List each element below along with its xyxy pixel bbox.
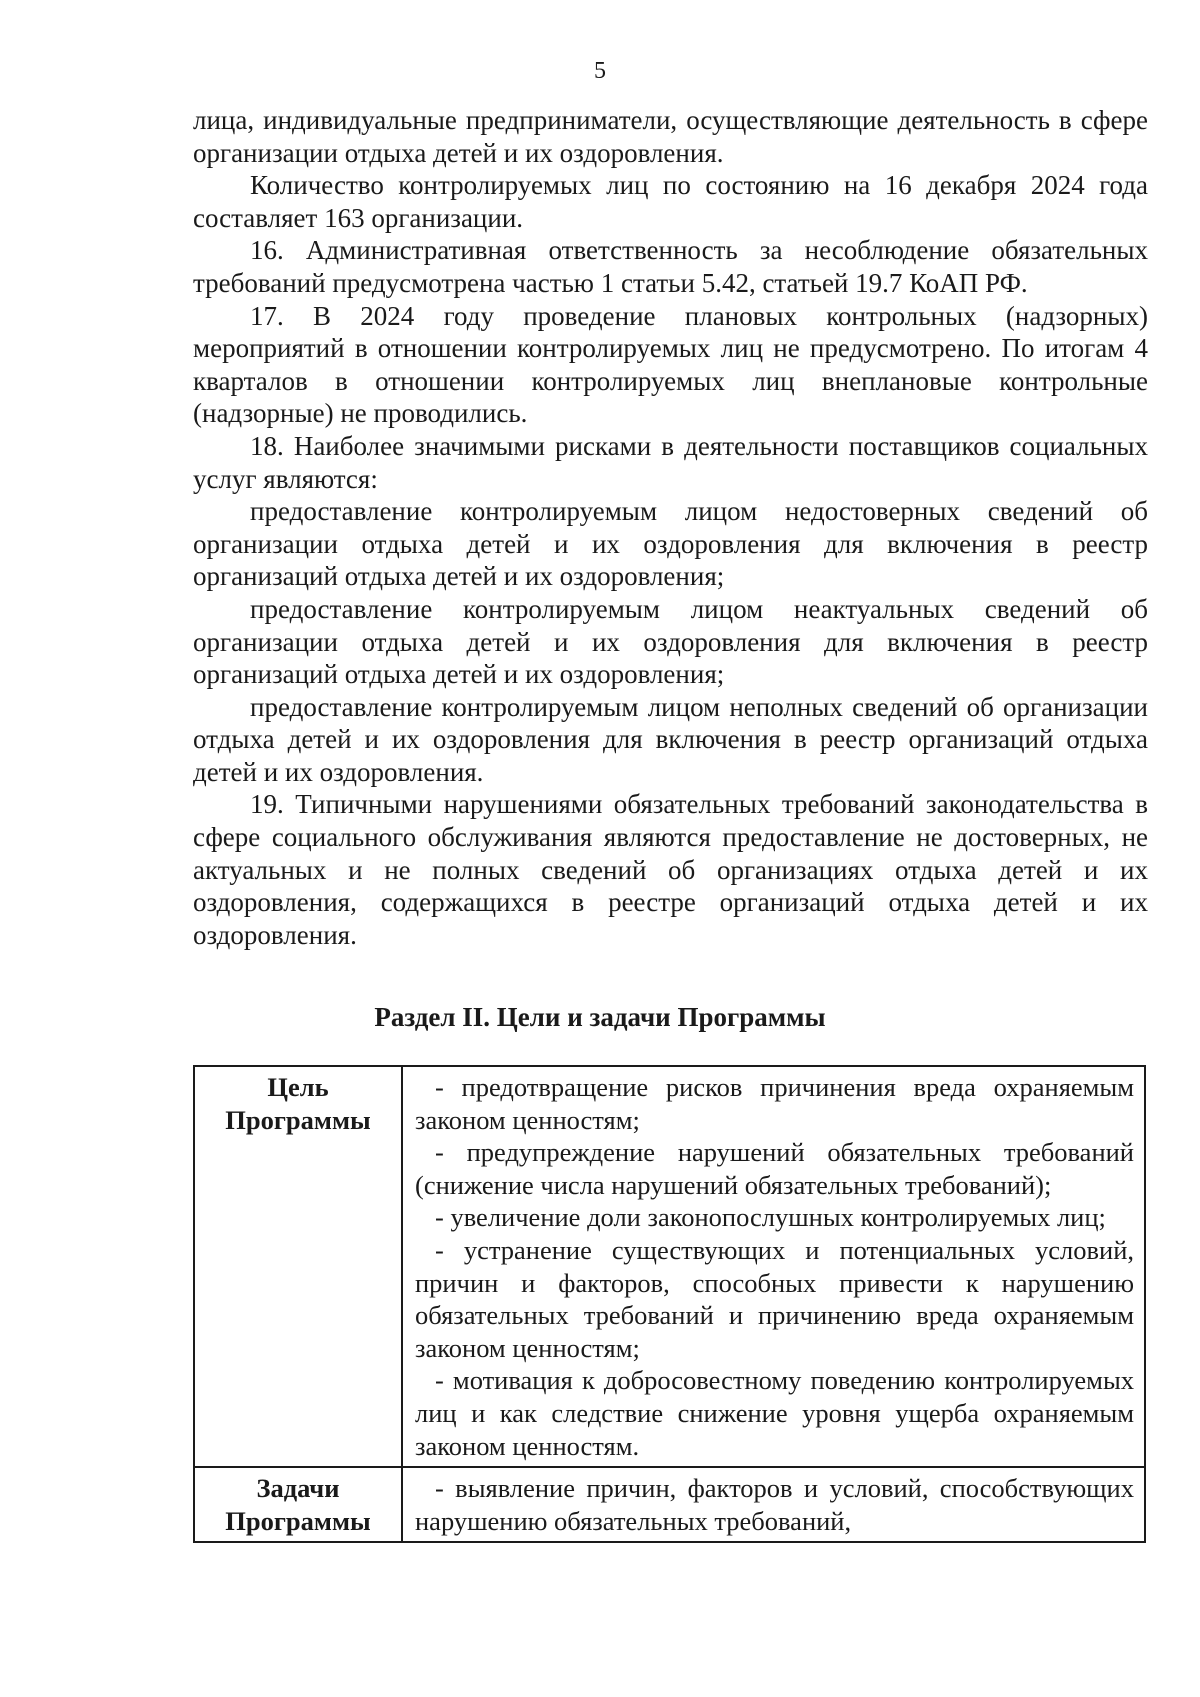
list-item: - мотивация к добросовестному поведению контролируемых лиц и как следствие снижение уровня ущерба охраняемым законом ценностям. [415, 1365, 1134, 1461]
list-item: - увеличение доли законопослушных контролируемых лиц; [435, 1202, 1106, 1233]
program-goals-table [193, 1065, 1146, 1543]
list-item: - устранение существующих и потенциальных условий, причин и факторов, способных привести к нарушению обязательных требований и причинению вреда охраняемым законом ценностям; [415, 1234, 1134, 1363]
list-item: - предупреждение нарушений обязательных требований (снижение числа нарушений обязательных требований); [415, 1137, 1134, 1200]
row-content [402, 1467, 1145, 1542]
paragraph: Количество контролируемых лиц по состоянию на 16 декабря 2024 года составляет 163 организации. [193, 170, 1148, 233]
paragraph: 17. В 2024 году проведение плановых контрольных (надзорных) мероприятий в отношении контролируемых лиц не предусмотрено. По итогам 4 кварталов в отношении контролируемых лиц внеплановые контрольные (надзорные) не проводились. [193, 300, 1148, 429]
paragraph: 16. Административная ответственность за несоблюдение обязательных требований предусмотрена частью 1 статьи 5.42, статьей 19.7 КоАП РФ. [193, 235, 1148, 298]
paragraph: предоставление контролируемым лицом неактуальных сведений об организации отдыха детей и их оздоровления для включения в реестр организаций отдыха детей и их оздоровления; [193, 593, 1148, 690]
section-heading: Раздел II. Цели и задачи Программы [374, 1002, 826, 1032]
table-row [194, 1066, 1145, 1467]
table-row [194, 1467, 1145, 1542]
row-content [402, 1066, 1145, 1467]
list-item: - выявление причин, факторов и условий, способствующих нарушению обязательных требований, [415, 1473, 1134, 1536]
paragraph: предоставление контролируемым лицом неполных сведений об организации отдыха детей и их оздоровления для включения в реестр организаций отдыха детей и их оздоровления. [193, 691, 1148, 787]
body-text [193, 104, 1148, 951]
paragraph: предоставление контролируемым лицом недостоверных сведений об организации отдыха детей и их оздоровления для включения в реестр организаций отдыха детей и их оздоровления; [193, 496, 1148, 592]
row-label: Цель Программы [194, 1066, 402, 1467]
paragraph: 19. Типичными нарушениями обязательных требований законодательства в сфере социального обслуживания являются предоставление не достоверных, не актуальных и не полных сведений об организациях отдыха детей и их оздоровления, содержащихся в реестре организаций отдыха детей и их оздоровления. [193, 789, 1148, 950]
list-item: - предотвращение рисков причинения вреда охраняемым законом ценностям; [415, 1072, 1134, 1135]
paragraph: 18. Наиболее значимыми рисками в деятельности поставщиков социальных услуг являются: [193, 430, 1148, 494]
row-label: Задачи Программы [194, 1467, 402, 1542]
page-number: 5 [594, 58, 606, 84]
paragraph: лица, индивидуальные предприниматели, осуществляющие деятельность в сфере организации отдыха детей и их оздоровления. [193, 105, 1148, 168]
